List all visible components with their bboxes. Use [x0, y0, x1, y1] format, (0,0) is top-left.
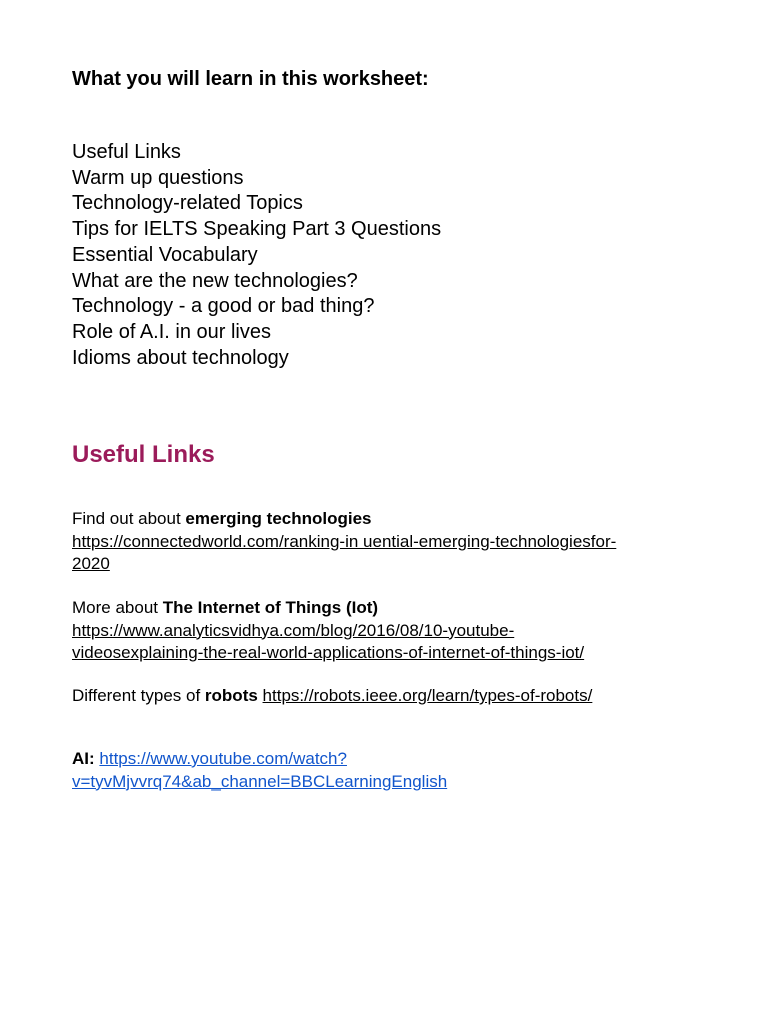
- emerging-technologies-block: [72, 508, 732, 576]
- robots-line: [72, 685, 732, 708]
- emerging-technologies-link-continued[interactable]: [72, 553, 732, 576]
- robots-block: [72, 685, 732, 708]
- robots-link[interactable]: https://robots.ieee.org/learn/types-of-robots/: [262, 686, 593, 705]
- emerging-bold: emerging technologies: [185, 509, 372, 528]
- ai-link[interactable]: https://www.youtube.com/watch?: [99, 749, 347, 768]
- iot-label: [72, 597, 732, 620]
- ai-line: [72, 748, 732, 771]
- ai-link-line2: v=tyvMjvvrq74&ab_channel=BBCLearningEnglish: [72, 771, 448, 791]
- iot-link-line1: https://www.analyticsvidhya.com/blog/2016/08/10-youtube-: [72, 620, 515, 640]
- contents-item: Tips for IELTS Speaking Part 3 Questions: [72, 218, 442, 241]
- emerging-link-line2: 2020: [72, 554, 110, 573]
- emerging-prefix: Find out about: [72, 509, 186, 528]
- iot-bold: The Internet of Things (Iot): [162, 598, 379, 617]
- emerging-link-line1: https://connectedworld.com/ranking-in uential-emerging-technologiesfor-: [72, 531, 617, 551]
- contents-item: Warm up questions: [72, 166, 244, 189]
- iot-prefix: More about: [72, 598, 163, 617]
- ai-block: [72, 748, 732, 793]
- contents-list: [72, 140, 441, 371]
- iot-link[interactable]: [72, 620, 732, 643]
- ai-link-continued[interactable]: [72, 771, 732, 794]
- robots-bold: robots: [204, 686, 258, 705]
- contents-item: Role of A.I. in our lives: [72, 320, 271, 343]
- iot-link-line2: videosexplaining-the-real-world-applications-of-internet-of-things-iot/: [72, 643, 585, 662]
- contents-item: Idioms about technology: [72, 346, 289, 369]
- robots-prefix: Different types of: [72, 686, 205, 705]
- contents-item: Useful Links: [72, 141, 181, 163]
- contents-item: What are the new technologies?: [72, 269, 358, 292]
- iot-link-continued[interactable]: [72, 642, 732, 665]
- emerging-technologies-label: [72, 508, 732, 531]
- contents-item: Essential Vocabulary: [72, 243, 258, 266]
- ai-bold: AI:: [72, 749, 95, 768]
- contents-item: Technology - a good or bad thing?: [72, 295, 375, 318]
- worksheet-heading: What you will learn in this worksheet:: [72, 68, 429, 90]
- contents-item: Technology-related Topics: [72, 192, 303, 215]
- useful-links-title: Useful Links: [72, 441, 215, 468]
- emerging-technologies-link[interactable]: [72, 531, 732, 554]
- iot-block: [72, 597, 732, 665]
